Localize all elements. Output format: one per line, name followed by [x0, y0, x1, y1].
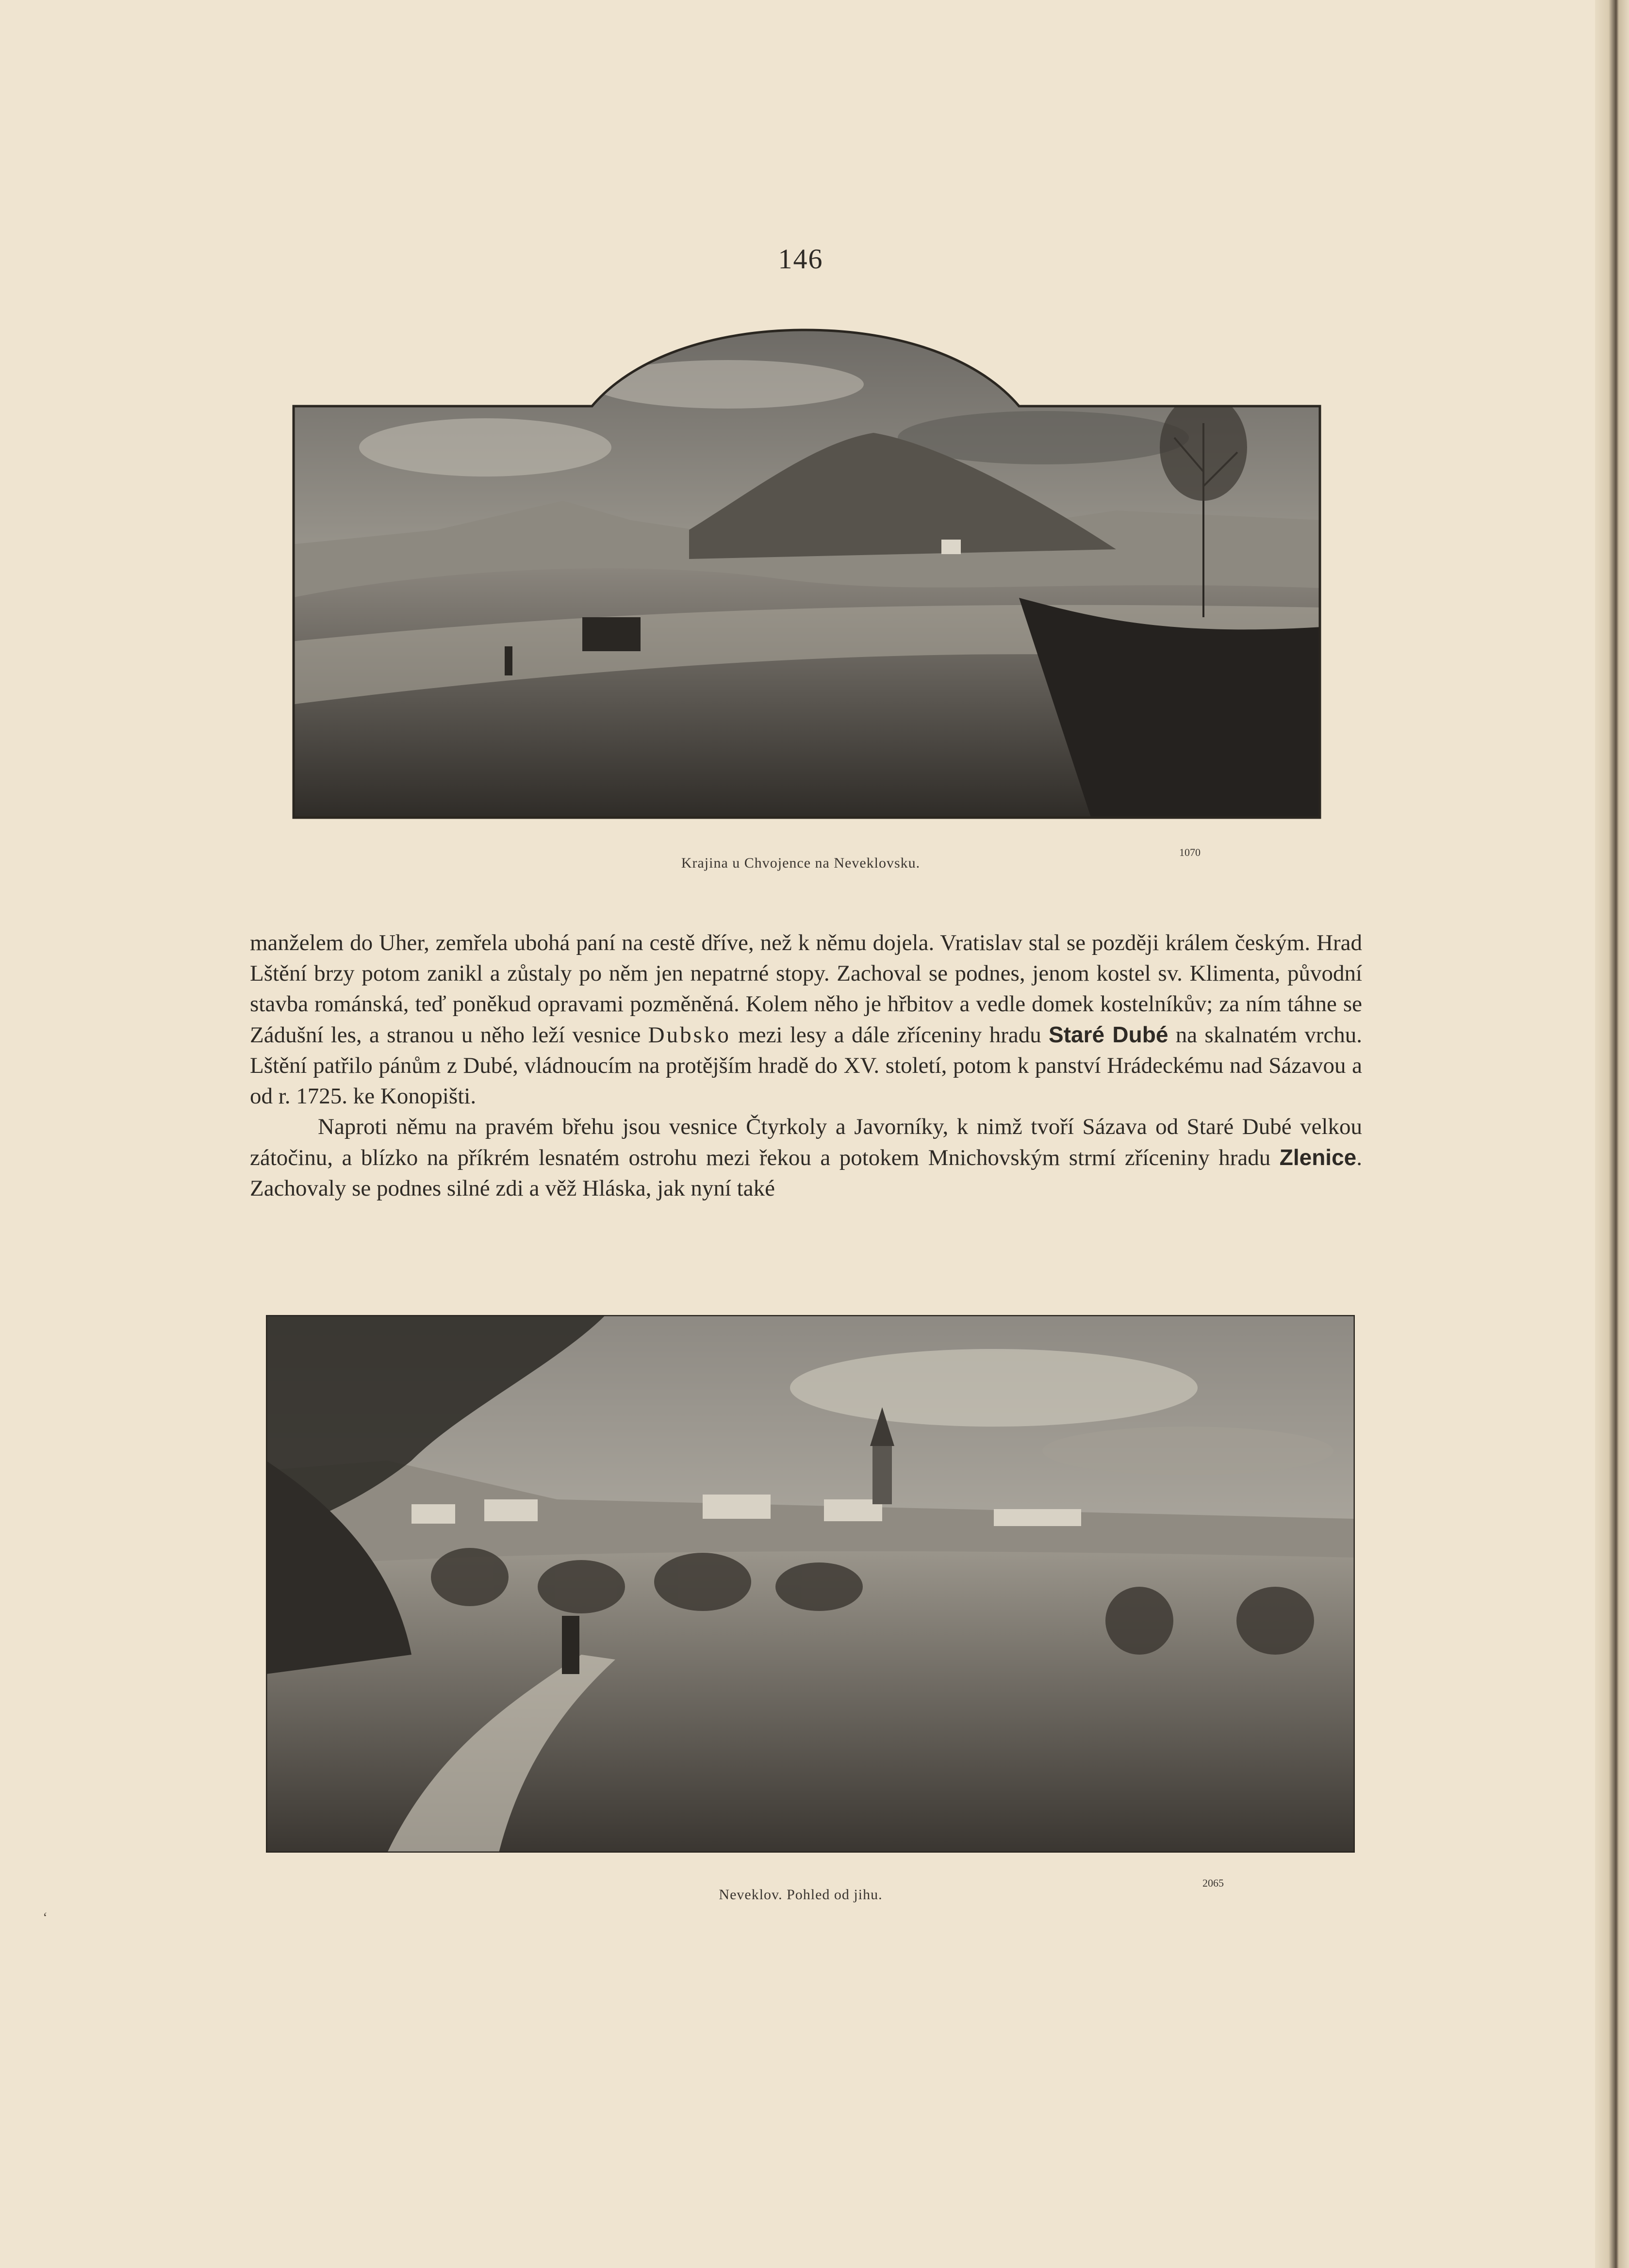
plate-number-1: 1070: [1179, 846, 1201, 858]
landscape-illustration: [291, 326, 1322, 820]
body-text: [250, 928, 1362, 1204]
margin-mark: ‘: [43, 1909, 48, 1925]
village-engraving-neveklov: [266, 1315, 1355, 1853]
village-illustration: [266, 1315, 1355, 1853]
page-number: 146: [778, 243, 823, 275]
figure-caption-1: Krajina u Chvojence na Neveklovsku.: [681, 855, 921, 871]
page-binding-edge: [1595, 0, 1629, 2268]
paragraph-2: Naproti němu na pravém břehu jsou vesnice Čtyrkoly a Javorníky, k nimž tvoří Sázava od Staré Dubé velkou zátočinu, a blízko na příkrém lesnatém ostrohu mezi řekou a potokem Mnichovským strmí zříceniny hradu Zlenice. Zachovaly se podnes silné zdi a věž Hláska, jak nyní také: [250, 1114, 1362, 1201]
figure-caption-2: Neveklov. Pohled od jihu.: [719, 1887, 883, 1903]
plate-number-2: 2065: [1202, 1877, 1224, 1889]
landscape-engraving-chvojen: [291, 326, 1322, 820]
paragraph-1: manželem do Uher, zemřela ubohá paní na cestě dříve, než k němu dojela. Vratislav stal se později králem českým. Hrad Lštění brzy potom zanikl a zůstaly po něm jen nepatrné stopy. Zachoval se podnes, jenom kostel sv. Klimenta, původní stavba románská, teď poněkud opravami pozměněná. Kolem něho je hřbitov a vedle domek kostelníkův; za ním táhne se Zádušní les, a stranou u něho leží vesnice Dubsko mezi lesy a dále zříceniny hradu Staré Dubé na skalnatém vrchu. Lštění patřilo pánům z Dubé, vládnoucím na protějším hradě do XV. století, potom k panství Hrádeckému nad Sázavou a od r. 1725. ke Konopišti.: [250, 930, 1362, 1109]
